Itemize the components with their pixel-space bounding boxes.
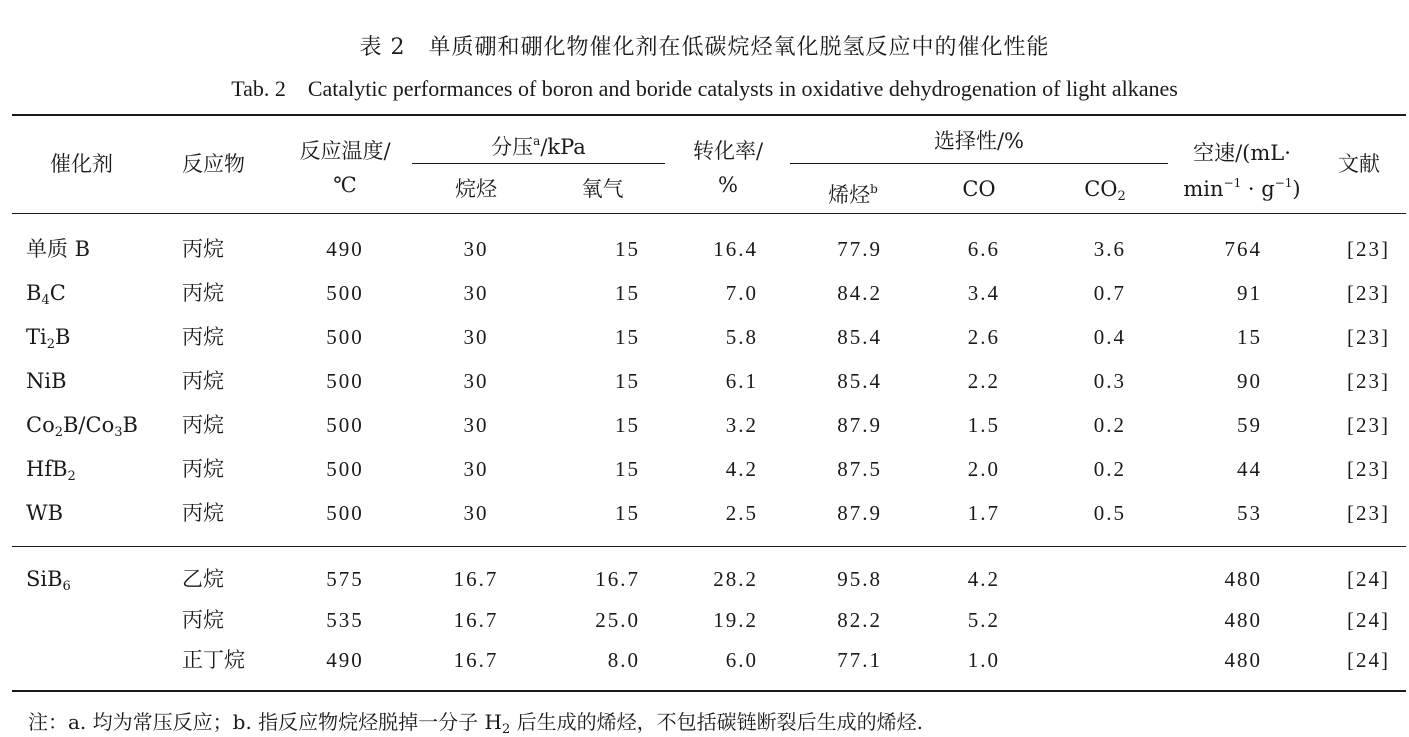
cell-co-selectivity: 2.6 [967,325,1000,349]
cell-temperature: 500 [326,369,364,393]
cell-co-selectivity: 2.2 [967,369,1000,393]
header-reactant: 反应物 [182,152,245,176]
header-olefin: 烯烃$^b$ [828,182,878,207]
header-partial-pressure: 分压$^a$/kPa [491,134,586,159]
header-selectivity: 选择性/% [933,129,1025,153]
cell-catalyst: $Ti_2B$ [26,325,71,352]
cell-reference: [23] [1347,501,1390,525]
cell-reference: [24] [1347,608,1390,632]
cell-oxygen-pressure: 15 [615,325,640,349]
header-co: CO [962,177,996,201]
cell-catalyst: SiB$_6$ [26,567,71,594]
cell-oxygen-pressure: 8.0 [607,648,640,672]
cell-co2-selectivity: 0.2 [1093,413,1126,437]
cell-reference: [23] [1347,281,1390,305]
cell-oxygen-pressure: 25.0 [595,608,640,632]
cell-co2-selectivity: 0.7 [1093,281,1126,305]
cell-co-selectivity: 2.0 [967,457,1000,481]
pressure-group-rule [412,163,665,164]
table-footnote: 注：a. 均为常压反应；b. 指反应物烷烃脱掉一分子 $H_2$ 后生成的烯烃，不包括碳链断裂后生成的烯烃. [28,710,923,737]
cell-olefin-selectivity: 87.9 [837,413,882,437]
cell-alkane-pressure: 16.7 [453,648,499,672]
cell-olefin-selectivity: 82.2 [837,608,882,632]
cell-alkane-pressure: 30 [463,325,489,349]
cell-temperature: 500 [326,281,364,305]
top-rule [12,114,1406,116]
cell-conversion: 2.5 [725,501,758,525]
cell-space-velocity: 764 [1224,237,1262,261]
cell-co2-selectivity: 0.4 [1093,325,1126,349]
cell-space-velocity: 90 [1237,369,1262,393]
cell-catalyst: $Co_2B/Co_3B$ [26,413,138,440]
cell-temperature: 500 [326,413,364,437]
cell-olefin-selectivity: 77.1 [837,648,882,672]
cell-catalyst: $B_4C$ [26,281,66,308]
cell-alkane-pressure: 30 [463,413,489,437]
cell-reference: [23] [1347,369,1390,393]
cell-reference: [23] [1347,413,1390,437]
cell-conversion: 19.2 [713,608,758,632]
cell-oxygen-pressure: 15 [615,413,640,437]
cell-reference: [23] [1347,237,1390,261]
cell-reactant: 丙烷 [182,608,224,632]
cell-co-selectivity: 1.0 [967,648,1000,672]
cell-alkane-pressure: 30 [463,501,489,525]
cell-temperature: 500 [326,501,364,525]
cell-conversion: 3.2 [725,413,758,437]
cell-space-velocity: 15 [1237,325,1262,349]
cell-space-velocity: 480 [1224,567,1262,591]
cell-conversion: 28.2 [713,567,758,591]
cell-olefin-selectivity: 87.9 [837,501,882,525]
cell-temperature: 500 [326,325,364,349]
cell-alkane-pressure: 16.7 [453,567,499,591]
cell-co-selectivity: 1.7 [967,501,1000,525]
cell-olefin-selectivity: 77.9 [837,237,882,261]
cell-co-selectivity: 5.2 [967,608,1000,632]
cell-reference: [24] [1347,567,1390,591]
header-temperature-line2: ℃ [333,173,357,197]
cell-reference: [23] [1347,457,1390,481]
cell-conversion: 7.0 [725,281,758,305]
cell-conversion: 6.0 [725,648,758,672]
cell-reactant: 乙烷 [182,567,224,591]
cell-co2-selectivity: 0.3 [1093,369,1126,393]
cell-oxygen-pressure: 15 [615,281,640,305]
cell-alkane-pressure: 30 [463,369,489,393]
cell-co2-selectivity: 0.5 [1093,501,1126,525]
cell-space-velocity: 480 [1224,608,1262,632]
cell-space-velocity: 44 [1237,457,1262,481]
cell-catalyst: 单质 B [26,237,91,261]
cell-oxygen-pressure: 15 [615,237,640,261]
cell-catalyst: NiB [26,369,67,393]
cell-conversion: 5.8 [725,325,758,349]
cell-reactant: 正丁烷 [182,648,245,672]
cell-co2-selectivity: 0.2 [1093,457,1126,481]
header-co2: $CO_2$ [1084,177,1126,204]
header-space-velocity-line2: $\min^{-1} \cdot g^{-1}$) [1183,176,1301,201]
cell-co-selectivity: 3.4 [967,281,1000,305]
cell-olefin-selectivity: 85.4 [837,369,882,393]
cell-reactant: 丙烷 [182,237,224,261]
cell-reactant: 丙烷 [182,325,224,349]
cell-co-selectivity: 6.6 [967,237,1000,261]
cell-temperature: 500 [326,457,364,481]
cell-oxygen-pressure: 15 [615,501,640,525]
cell-space-velocity: 91 [1237,281,1262,305]
header-bottom-rule [12,213,1406,214]
cell-olefin-selectivity: 95.8 [837,567,882,591]
header-conversion-line2: % [718,173,738,197]
cell-alkane-pressure: 16.7 [453,608,499,632]
header-catalyst: 催化剂 [50,152,113,176]
cell-reactant: 丙烷 [182,501,224,525]
header-temperature-line1: 反应温度/ [299,139,391,163]
cell-reactant: 丙烷 [182,457,224,481]
selectivity-group-rule [790,163,1168,164]
cell-alkane-pressure: 30 [463,237,489,261]
cell-reference: [23] [1347,325,1390,349]
cell-reference: [24] [1347,648,1390,672]
cell-olefin-selectivity: 84.2 [837,281,882,305]
cell-oxygen-pressure: 15 [615,369,640,393]
cell-space-velocity: 480 [1224,648,1262,672]
header-alkane: 烷烃 [455,177,497,201]
cell-oxygen-pressure: 16.7 [595,567,640,591]
cell-conversion: 6.1 [725,369,758,393]
cell-temperature: 490 [326,648,364,672]
header-reference: 文献 [1338,152,1380,176]
cell-temperature: 490 [326,237,364,261]
cell-space-velocity: 59 [1237,413,1262,437]
header-space-velocity-line1: 空速/(mL· [1193,141,1291,165]
cell-conversion: 16.4 [713,237,758,261]
cell-olefin-selectivity: 87.5 [837,457,882,481]
cell-co2-selectivity: 3.6 [1093,237,1126,261]
cell-temperature: 575 [326,567,364,591]
header-conversion-line1: 转化率/ [692,139,764,163]
cell-co-selectivity: 1.5 [967,413,1000,437]
cell-temperature: 535 [326,608,364,632]
cell-alkane-pressure: 30 [463,457,489,481]
cell-reactant: 丙烷 [182,281,224,305]
cell-catalyst: WB [26,501,64,525]
cell-alkane-pressure: 30 [463,281,489,305]
cell-space-velocity: 53 [1237,501,1262,525]
cell-reactant: 丙烷 [182,369,224,393]
cell-olefin-selectivity: 85.4 [837,325,882,349]
group-separator-rule [12,546,1406,547]
cell-conversion: 4.2 [725,457,758,481]
table-caption-english: Tab. 2 Catalytic performances of boron and boride catalysts in oxidative dehydrogenation of light alkanes [231,76,1178,101]
bottom-rule [12,690,1406,692]
header-oxygen: 氧气 [581,177,624,201]
cell-co-selectivity: 4.2 [967,567,1000,591]
table-caption-chinese: 表 2 单质硼和硼化物催化剂在低碳烷烃氧化脱氢反应中的催化性能 [359,35,1050,60]
cell-oxygen-pressure: 15 [615,457,640,481]
cell-reactant: 丙烷 [182,413,224,437]
cell-catalyst: HfB$_2$ [26,457,76,484]
